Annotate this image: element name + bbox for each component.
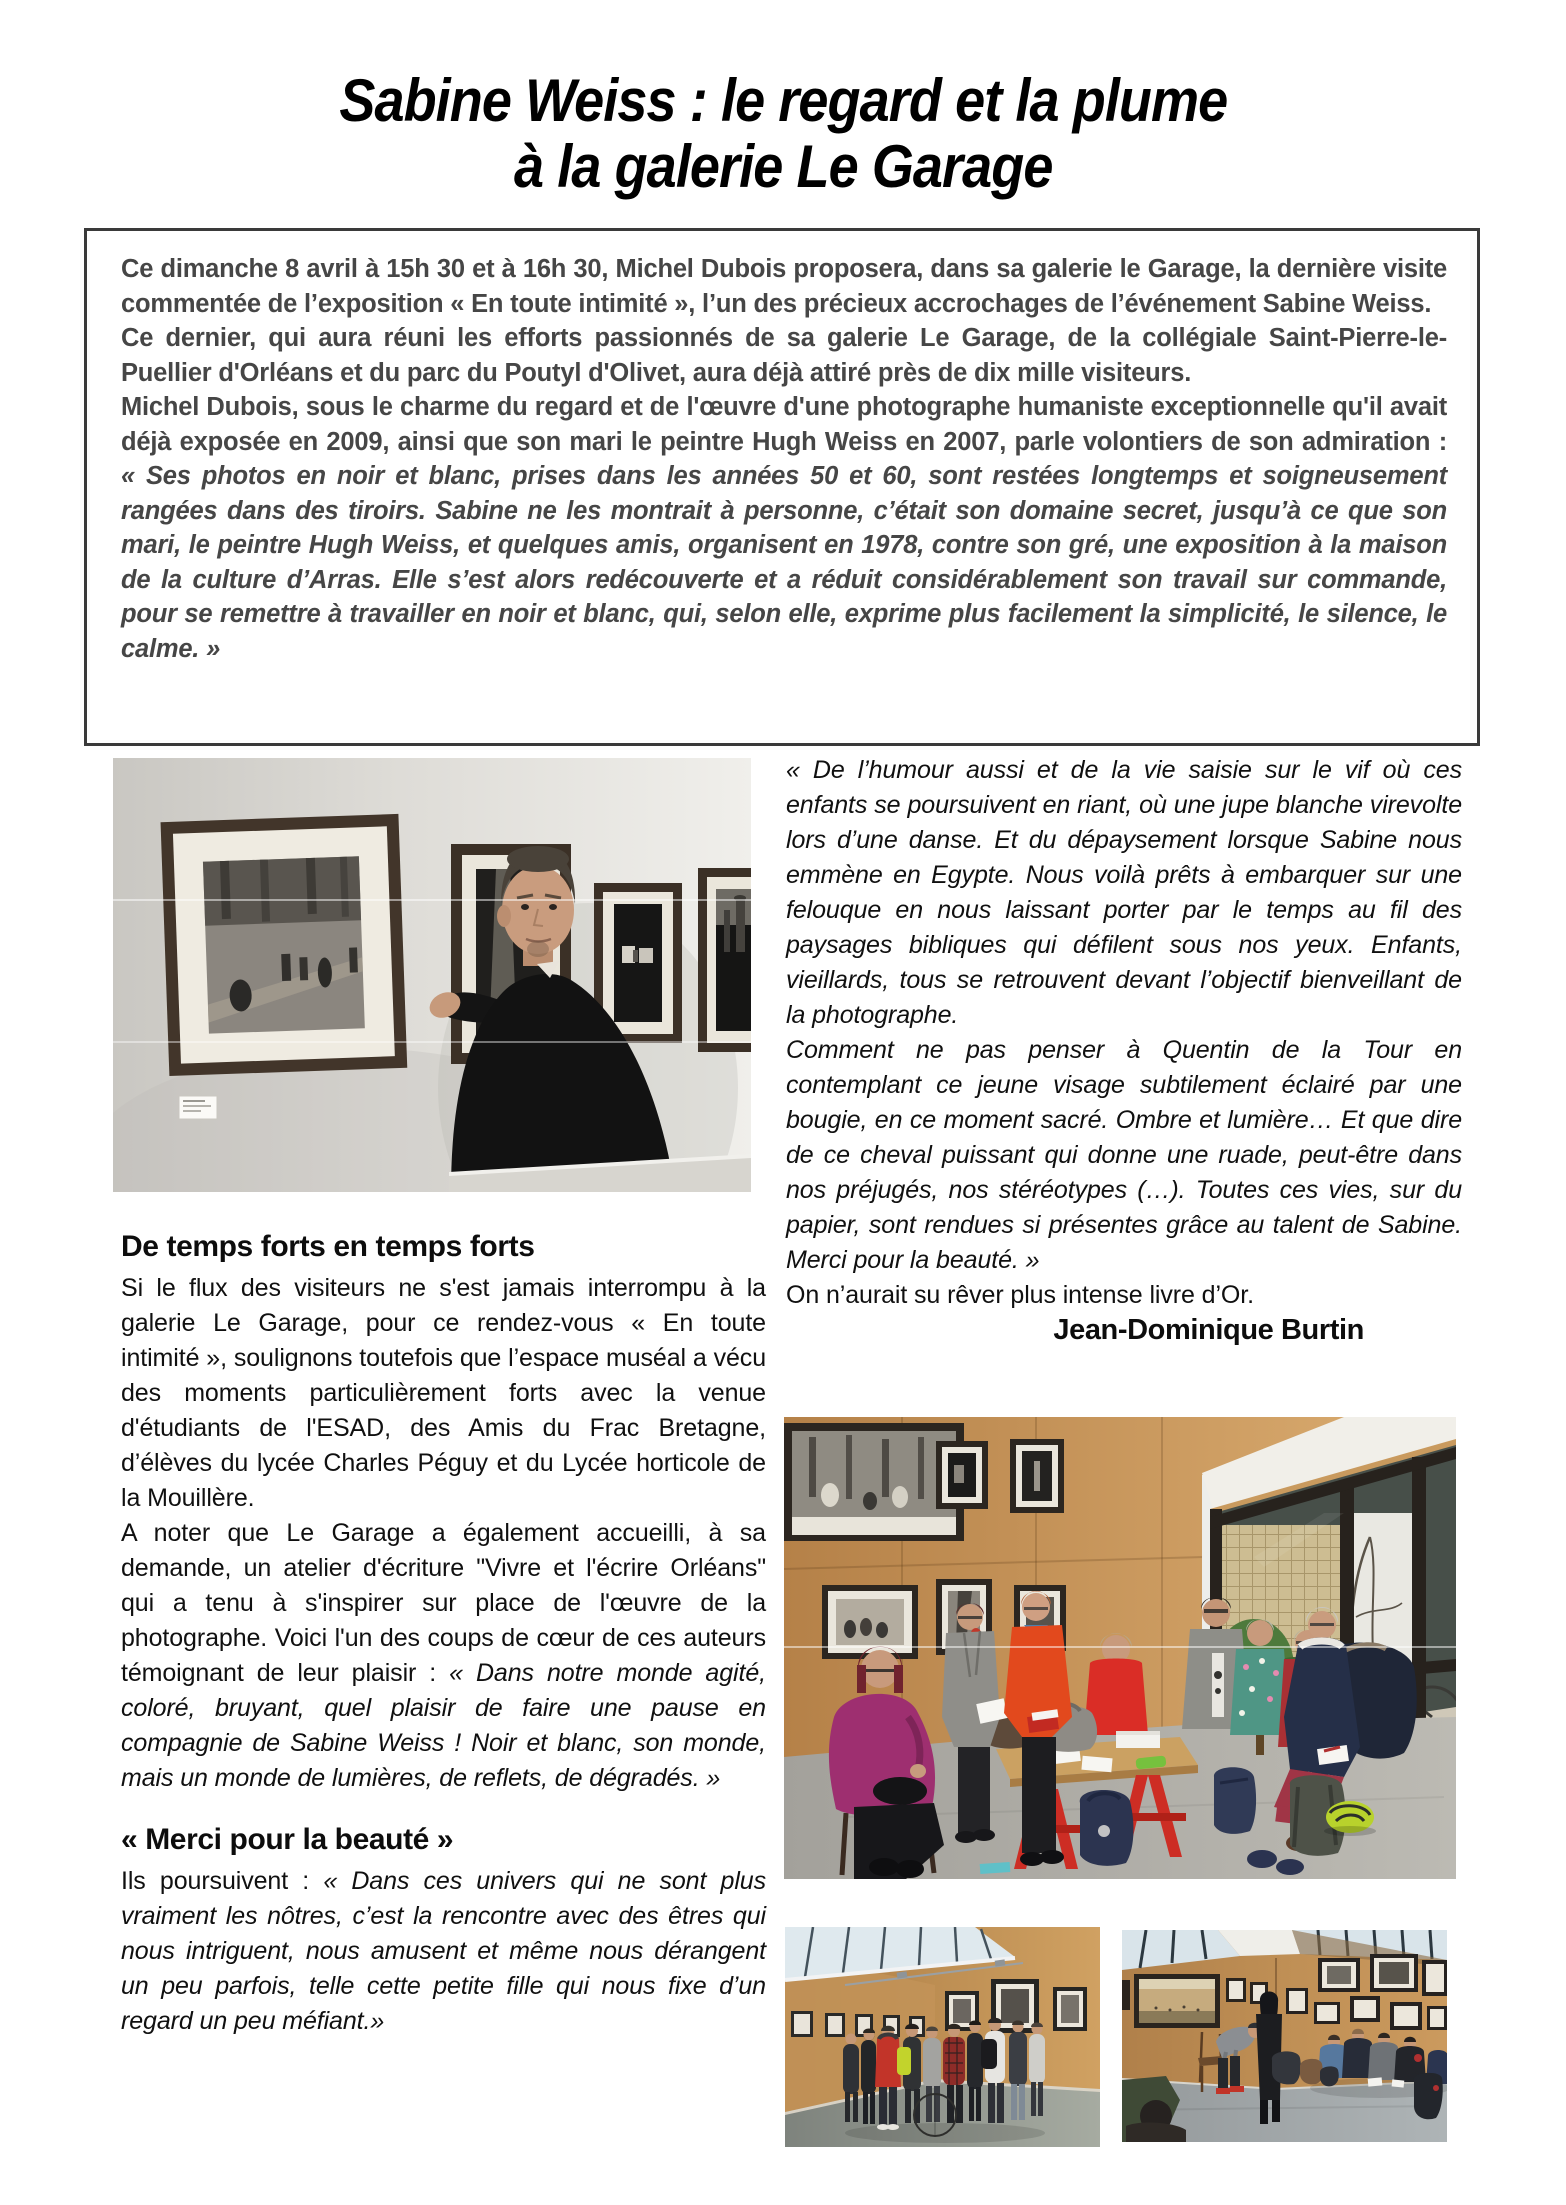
photo-writing-workshop	[784, 1417, 1456, 1879]
photo-students-standing-scene	[785, 1927, 1100, 2147]
scan-artifact-line	[113, 899, 751, 901]
photo-students-floor	[1122, 1930, 1447, 2142]
left-column	[121, 1229, 766, 2039]
paragraph-merci-lead: Ils poursuivent :	[121, 1867, 324, 1895]
intro-paragraph-1: Ce dimanche 8 avril à 15h 30 et à 16h 30, Michel Dubois proposera, dans sa galerie le Garage, la dernière visite commentée de l’exposition « En toute intimité », l’un des précieux accrochages de l’événement Sabine Weiss.	[121, 255, 1447, 318]
photo-michel-dubois-gallery-scene	[113, 758, 751, 1192]
heading-merci: « Merci pour la beauté »	[121, 1823, 454, 1856]
right-column	[786, 753, 1462, 1347]
intro-paragraph-3-lead: Michel Dubois, sous le charme du regard et de l'œuvre d'une photographe humaniste exceptionnelle qu'il avait déjà exposée en 2009, ainsi que son mari le peintre Hugh Weiss en 2007, parle volontiers de son admiration :	[121, 393, 1447, 456]
photo-students-floor-scene	[1122, 1930, 1447, 2142]
photo-students-standing	[785, 1927, 1100, 2147]
framed-print-large	[161, 814, 408, 1076]
intro-paragraph-3-quote: « Ses photos en noir et blanc, prises dans les années 50 et 60, sont restées longtemps et soigneusement rangées dans des tiroirs. Sabine ne les montrait à personne, c’était son domaine secret, jusqu’à ce que son mari, le peintre Hugh Weiss, et quelques amis, organisent en 1978, contre son gré, une exposition à la maison de la culture d’Arras. Elle s’est alors redécouverte et a réduit considérablement son travail sur commande, pour se remettre à travailler en noir et blanc, qui, selon elle, exprime plus facilement la simplicité, le silence, le calme. »	[121, 462, 1447, 663]
framed-print-fourth	[698, 868, 751, 1052]
intro-box	[84, 228, 1480, 746]
scan-artifact-line	[113, 1041, 751, 1043]
paragraph-atelier	[121, 1516, 766, 1796]
paragraph-atelier-lead: A noter que Le Garage a également accueilli, à sa demande, un atelier d'écriture "Vivre et l'écrire Orléans" qui a tenu à s'inspirer sur place de l'œuvre de la photographe. Voici l'un des coups de cœur de ces auteurs témoignant de leur plaisir :	[121, 1519, 766, 1687]
article-title-lines	[339, 68, 1227, 200]
photo-writing-workshop-scene	[784, 1417, 1456, 1879]
wall-label	[179, 1096, 217, 1119]
quote-humour: « De l’humour aussi et de la vie saisie sur le vif où ces enfants se poursuivent en riant, où une jupe blanche virevolte lors d’une danse. Et du dépaysement lorsque Sabine nous emmène en Egypte. Nous voilà prêts à embarquer sur une felouque en nous laissant porter par le temps au fil des paysages bibliques qui défilent sous nos yeux. Enfants, vieillards, tous se retrouvent devant l’objectif bienveillant de la photographe.	[786, 756, 1462, 1029]
intro-paragraph-2: Ce dernier, qui aura réuni les efforts passionnés de sa galerie Le Garage, de la collégiale Saint-Pierre-le-Puellier d'Orléans et du parc du Poutyl d'Olivet, aura déjà attiré près de dix mille visiteurs.	[121, 324, 1447, 387]
article-title-line2: à la galerie Le Garage	[513, 133, 1053, 201]
livre-dor-line: On n’aurait su rêver plus intense livre d’Or.	[786, 1281, 1254, 1309]
article-title	[0, 68, 1566, 200]
paragraph-flux: Si le flux des visiteurs ne s'est jamais interrompu à la galerie Le Garage, pour ce rendez-vous « En toute intimité », soulignons toutefois que l’espace muséal a vécu des moments particulièrement forts avec la venue d'étudiants de l'ESAD, des Amis du Frac Bretagne, d’élèves du lycée Charles Péguy et du Lycée horticole de la Mouillère.	[121, 1274, 766, 1512]
paragraph-merci	[121, 1864, 766, 2039]
author-byline: Jean-Dominique Burtin	[1053, 1314, 1364, 1346]
scan-artifact-line	[784, 1646, 1456, 1648]
intro-paragraph-3	[121, 390, 1447, 666]
article-title-line1: Sabine Weiss : le regard et la plume	[339, 67, 1227, 135]
quote-quentin: Comment ne pas penser à Quentin de la Tour en contemplant ce jeune visage subtilement éclairé par une bougie, en ce moment sacré. Ombre et lumière… Et que dire de ce cheval puissant qui donne une ruade, peut-être dans nos préjugés, nos stéréotypes (…). Toutes ces vies, sur du papier, sont rendues si présentes grâce au talent de Sabine. Merci pour la beauté. »	[786, 1036, 1462, 1274]
heading-temps-forts: De temps forts en temps forts	[121, 1230, 535, 1263]
paragraph-atelier-quote: « Dans notre monde agité, coloré, bruyant, quel plaisir de faire une pause en compagnie de Sabine Weiss ! Noir et blanc, son monde, mais un monde de lumières, de reflets, de dégradés. »	[121, 1659, 766, 1792]
photo-michel-dubois-gallery	[113, 758, 751, 1192]
paragraph-merci-quote: « Dans ces univers qui ne sont plus vraiment les nôtres, c’est la rencontre avec des êtres qui nous intriguent, nous amusent et même nous dérangent un peu parfois, telle cette petite fille qui nous fixe d’un regard un peu méfiant.»	[121, 1867, 766, 2035]
